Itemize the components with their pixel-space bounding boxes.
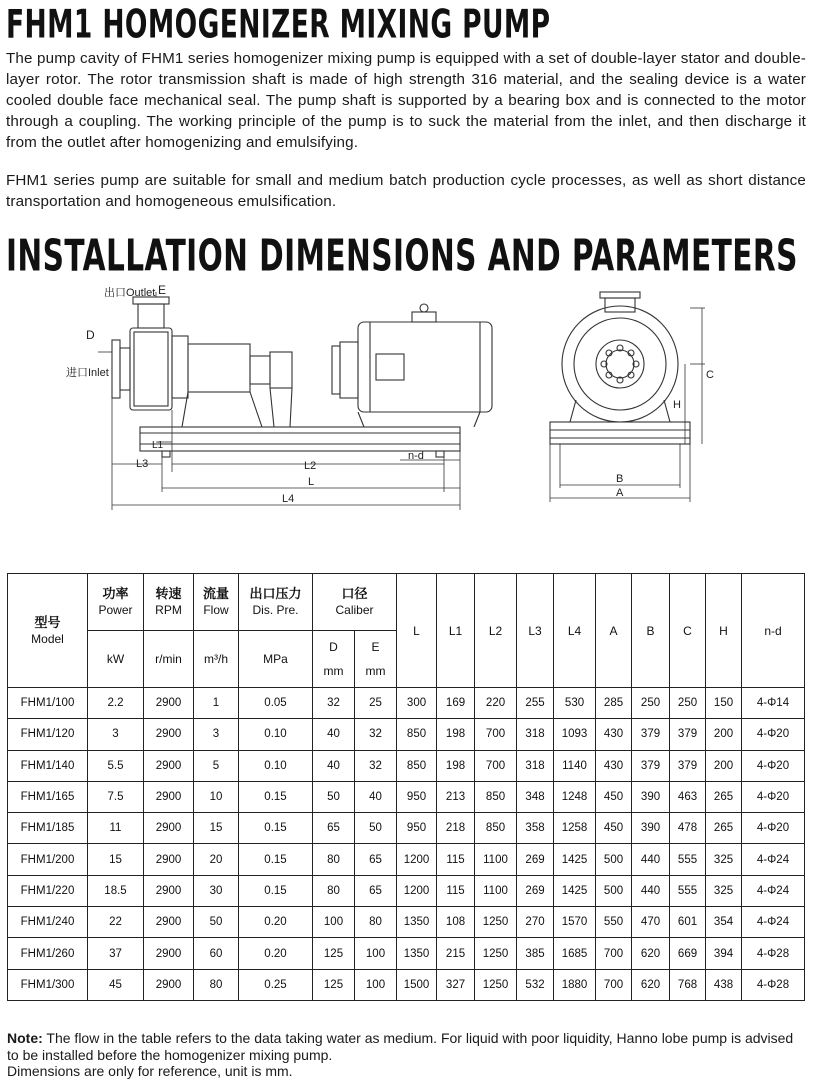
dim-c-label: C bbox=[706, 369, 714, 381]
table-cell: 850 bbox=[475, 813, 517, 844]
parameters-table bbox=[7, 573, 805, 1001]
table-cell: 0.20 bbox=[239, 907, 313, 938]
table-cell: 198 bbox=[437, 719, 475, 750]
table-cell: 218 bbox=[437, 813, 475, 844]
table-cell: 4-Φ20 bbox=[742, 813, 805, 844]
dim-l2-label: L2 bbox=[304, 460, 317, 472]
table-cell: 2900 bbox=[144, 781, 194, 812]
header-pressure-unit: MPa bbox=[239, 631, 313, 688]
dim-l4-label: L4 bbox=[282, 493, 295, 505]
table-cell: 5 bbox=[194, 750, 239, 781]
table-cell: 385 bbox=[517, 938, 554, 969]
table-cell: FHM1/185 bbox=[8, 813, 88, 844]
end-view-casing bbox=[562, 306, 678, 422]
outlet-e-label: E bbox=[158, 283, 167, 297]
table-cell: 0.15 bbox=[239, 844, 313, 875]
header-pressure: 出口压力 Dis. Pre. bbox=[239, 574, 313, 631]
header-l2: L2 bbox=[475, 574, 517, 688]
table-cell: 115 bbox=[437, 875, 475, 906]
table-cell: 379 bbox=[670, 750, 706, 781]
description-paragraph: The pump cavity of FHM1 series homogenizer mixing pump is equipped with a set of double-layer stator and double-layer rotor. The rotor transmission shaft is made of high strength 316 material, and the sealing device is a water cooled double face mechanical seal. The pump shaft is supported by a bearing box and is connected to the motor through a coupling. The working principle of the pump is to suck the material from the inlet, and then discharge it from the outlet after homogenizing and emulsifying. bbox=[6, 50, 806, 151]
table-cell: 215 bbox=[437, 938, 475, 969]
table-cell: 430 bbox=[596, 750, 632, 781]
table-cell: 198 bbox=[437, 750, 475, 781]
table-cell: 555 bbox=[670, 844, 706, 875]
table-cell: 325 bbox=[706, 875, 742, 906]
table-cell: 125 bbox=[313, 938, 355, 969]
table-cell: 65 bbox=[355, 875, 397, 906]
table-cell: 0.25 bbox=[239, 969, 313, 1000]
table-row bbox=[8, 938, 805, 969]
table-cell: 379 bbox=[670, 719, 706, 750]
table-cell: 327 bbox=[437, 969, 475, 1000]
header-l: L bbox=[397, 574, 437, 688]
table-cell: 37 bbox=[88, 938, 144, 969]
table-cell: 450 bbox=[596, 813, 632, 844]
table-cell: 379 bbox=[632, 750, 670, 781]
table-row bbox=[8, 907, 805, 938]
table-cell: 11 bbox=[88, 813, 144, 844]
table-cell: 4-Φ14 bbox=[742, 688, 805, 719]
header-l1: L1 bbox=[437, 574, 475, 688]
table-cell: 4-Φ20 bbox=[742, 781, 805, 812]
table-cell: 265 bbox=[706, 813, 742, 844]
table-cell: 2900 bbox=[144, 907, 194, 938]
table-cell: 850 bbox=[397, 719, 437, 750]
end-view-base bbox=[550, 422, 690, 444]
table-cell: 270 bbox=[517, 907, 554, 938]
table-cell: 108 bbox=[437, 907, 475, 938]
application-paragraph: FHM1 series pump are suitable for small and medium batch production cycle processes, as well as short distance transportation and homogeneous emulsification. bbox=[6, 172, 806, 210]
table-cell: 354 bbox=[706, 907, 742, 938]
table-cell: 1500 bbox=[397, 969, 437, 1000]
header-l3: L3 bbox=[517, 574, 554, 688]
table-cell: 2900 bbox=[144, 688, 194, 719]
table-cell: 80 bbox=[194, 969, 239, 1000]
table-cell: 1258 bbox=[554, 813, 596, 844]
table-cell: 1200 bbox=[397, 875, 437, 906]
table-cell: 15 bbox=[88, 844, 144, 875]
table-cell: 200 bbox=[706, 750, 742, 781]
table-cell: 620 bbox=[632, 938, 670, 969]
table-cell: 2900 bbox=[144, 719, 194, 750]
table-cell: 2900 bbox=[144, 813, 194, 844]
dim-a-label: A bbox=[616, 487, 624, 499]
table-cell: 150 bbox=[706, 688, 742, 719]
table-cell: 265 bbox=[706, 781, 742, 812]
table-cell: 669 bbox=[670, 938, 706, 969]
table-cell: 2900 bbox=[144, 750, 194, 781]
table-cell: FHM1/120 bbox=[8, 719, 88, 750]
table-cell: 1200 bbox=[397, 844, 437, 875]
table-cell: 269 bbox=[517, 875, 554, 906]
table-cell: 768 bbox=[670, 969, 706, 1000]
table-cell: 325 bbox=[706, 844, 742, 875]
table-cell: 390 bbox=[632, 813, 670, 844]
table-cell: 10 bbox=[194, 781, 239, 812]
inlet-label: 进口Inlet bbox=[66, 367, 109, 379]
table-cell: 22 bbox=[88, 907, 144, 938]
table-cell: 65 bbox=[313, 813, 355, 844]
pump-casing bbox=[130, 328, 172, 410]
header-flow-unit: m³/h bbox=[194, 631, 239, 688]
table-cell: 1570 bbox=[554, 907, 596, 938]
table-cell: 463 bbox=[670, 781, 706, 812]
note-line2: Dimensions are only for reference, unit is mm. bbox=[7, 1063, 293, 1079]
table-cell: 80 bbox=[313, 875, 355, 906]
table-cell: 4-Φ20 bbox=[742, 750, 805, 781]
table-cell: 60 bbox=[194, 938, 239, 969]
table-cell: FHM1/100 bbox=[8, 688, 88, 719]
table-cell: 1350 bbox=[397, 907, 437, 938]
table-cell: 250 bbox=[670, 688, 706, 719]
table-cell: FHM1/240 bbox=[8, 907, 88, 938]
table-cell: 438 bbox=[706, 969, 742, 1000]
table-cell: FHM1/220 bbox=[8, 875, 88, 906]
table-cell: 2900 bbox=[144, 969, 194, 1000]
outlet-pipe bbox=[138, 304, 164, 328]
table-cell: 1100 bbox=[475, 875, 517, 906]
header-flow: 流量 Flow bbox=[194, 574, 239, 631]
installation-drawing bbox=[40, 282, 780, 517]
table-cell: 40 bbox=[313, 719, 355, 750]
table-cell: 850 bbox=[397, 750, 437, 781]
table-cell: 15 bbox=[194, 813, 239, 844]
table-cell: 1880 bbox=[554, 969, 596, 1000]
table-cell: 4-Φ24 bbox=[742, 875, 805, 906]
inlet-diameter-label: D bbox=[86, 328, 95, 342]
header-power-unit: kW bbox=[88, 631, 144, 688]
table-cell: 0.15 bbox=[239, 781, 313, 812]
table-cell: 0.10 bbox=[239, 750, 313, 781]
table-cell: 950 bbox=[397, 781, 437, 812]
table-cell: 115 bbox=[437, 844, 475, 875]
table-body bbox=[8, 688, 805, 1001]
table-row bbox=[8, 969, 805, 1000]
table-cell: 1425 bbox=[554, 875, 596, 906]
table-cell: 358 bbox=[517, 813, 554, 844]
table-cell: 125 bbox=[313, 969, 355, 1000]
table-cell: 850 bbox=[475, 781, 517, 812]
header-caliber-d: D mm bbox=[313, 631, 355, 688]
header-caliber-e: E mm bbox=[355, 631, 397, 688]
table-cell: 4-Φ28 bbox=[742, 938, 805, 969]
header-caliber: 口径 Caliber bbox=[313, 574, 397, 631]
table-cell: FHM1/165 bbox=[8, 781, 88, 812]
table-cell: 1685 bbox=[554, 938, 596, 969]
table-cell: 4-Φ20 bbox=[742, 719, 805, 750]
table-cell: 0.15 bbox=[239, 813, 313, 844]
table-cell: 50 bbox=[355, 813, 397, 844]
table-cell: 1 bbox=[194, 688, 239, 719]
table-cell: FHM1/140 bbox=[8, 750, 88, 781]
table-cell: 2900 bbox=[144, 938, 194, 969]
table-cell: 450 bbox=[596, 781, 632, 812]
header-model: 型号 Model bbox=[8, 574, 88, 688]
table-cell: 169 bbox=[437, 688, 475, 719]
note-text: The flow in the table refers to the data taking water as medium. For liquid with poor liquidity, Hanno lobe pump is advised to be installed before the homogenizer mixing pump. bbox=[7, 1030, 794, 1063]
note-label: Note: bbox=[7, 1030, 43, 1046]
inlet-flange bbox=[112, 340, 120, 398]
table-cell: 318 bbox=[517, 750, 554, 781]
table-cell: 2900 bbox=[144, 875, 194, 906]
table-cell: 18.5 bbox=[88, 875, 144, 906]
table-row bbox=[8, 781, 805, 812]
section-title: INSTALLATION DIMENSIONS AND PARAMETERS bbox=[6, 230, 798, 281]
table-cell: FHM1/300 bbox=[8, 969, 88, 1000]
table-cell: 0.10 bbox=[239, 719, 313, 750]
table-cell: 1250 bbox=[475, 938, 517, 969]
dim-nd-label: n-d bbox=[408, 450, 424, 462]
table-cell: 300 bbox=[397, 688, 437, 719]
table-cell: 950 bbox=[397, 813, 437, 844]
table-cell: 50 bbox=[313, 781, 355, 812]
table-cell: 50 bbox=[194, 907, 239, 938]
table-cell: 20 bbox=[194, 844, 239, 875]
table-row bbox=[8, 813, 805, 844]
dim-b-label: B bbox=[616, 473, 624, 485]
header-h: H bbox=[706, 574, 742, 688]
table-cell: 700 bbox=[475, 719, 517, 750]
table-cell: 470 bbox=[632, 907, 670, 938]
outlet-label: 出口Outlet bbox=[104, 287, 156, 299]
table-cell: 2900 bbox=[144, 844, 194, 875]
table-cell: FHM1/200 bbox=[8, 844, 88, 875]
table-row bbox=[8, 688, 805, 719]
table-cell: 100 bbox=[355, 969, 397, 1000]
table-cell: 1140 bbox=[554, 750, 596, 781]
table-cell: 700 bbox=[596, 969, 632, 1000]
table-cell: 40 bbox=[355, 781, 397, 812]
table-cell: 555 bbox=[670, 875, 706, 906]
table-cell: 700 bbox=[475, 750, 517, 781]
table-cell: 30 bbox=[194, 875, 239, 906]
table-cell: 1248 bbox=[554, 781, 596, 812]
table-cell: 7.5 bbox=[88, 781, 144, 812]
bearing-box bbox=[188, 344, 250, 392]
table-cell: 4-Φ24 bbox=[742, 844, 805, 875]
dim-h-label: H bbox=[673, 399, 681, 411]
table-cell: 440 bbox=[632, 844, 670, 875]
table-cell: 100 bbox=[355, 938, 397, 969]
table-cell: 100 bbox=[313, 907, 355, 938]
motor bbox=[358, 322, 492, 412]
table-cell: 478 bbox=[670, 813, 706, 844]
table-row bbox=[8, 844, 805, 875]
table-cell: 0.05 bbox=[239, 688, 313, 719]
table-cell: 65 bbox=[355, 844, 397, 875]
table-cell: 80 bbox=[355, 907, 397, 938]
table-row bbox=[8, 875, 805, 906]
table-cell: 32 bbox=[355, 750, 397, 781]
table-cell: 220 bbox=[475, 688, 517, 719]
table-cell: 0.15 bbox=[239, 875, 313, 906]
dim-l1-label: L1 bbox=[152, 440, 164, 451]
note bbox=[7, 1030, 805, 1080]
table-cell: 700 bbox=[596, 938, 632, 969]
table-cell: 379 bbox=[632, 719, 670, 750]
page-title: FHM1 HOMOGENIZER MIXING PUMP bbox=[6, 2, 551, 48]
table-cell: 4-Φ24 bbox=[742, 907, 805, 938]
table-cell: 2.2 bbox=[88, 688, 144, 719]
table-cell: 1250 bbox=[475, 907, 517, 938]
base-frame bbox=[140, 427, 460, 451]
table-row bbox=[8, 719, 805, 750]
table-cell: 394 bbox=[706, 938, 742, 969]
table-cell: 601 bbox=[670, 907, 706, 938]
table-cell: 5.5 bbox=[88, 750, 144, 781]
header-power: 功率 Power bbox=[88, 574, 144, 631]
header-rpm: 转速 RPM bbox=[144, 574, 194, 631]
header-nd: n-d bbox=[742, 574, 805, 688]
table-cell: 532 bbox=[517, 969, 554, 1000]
header-rpm-unit: r/min bbox=[144, 631, 194, 688]
table-cell: 1425 bbox=[554, 844, 596, 875]
table-cell: 40 bbox=[313, 750, 355, 781]
table-cell: 550 bbox=[596, 907, 632, 938]
header-c: C bbox=[670, 574, 706, 688]
table-cell: 80 bbox=[313, 844, 355, 875]
table-cell: 200 bbox=[706, 719, 742, 750]
table-cell: 4-Φ28 bbox=[742, 969, 805, 1000]
table-cell: 390 bbox=[632, 781, 670, 812]
table-cell: 32 bbox=[313, 688, 355, 719]
dim-l-label: L bbox=[308, 476, 315, 488]
table-cell: 500 bbox=[596, 844, 632, 875]
table-cell: 1250 bbox=[475, 969, 517, 1000]
table-cell: 250 bbox=[632, 688, 670, 719]
table-cell: 500 bbox=[596, 875, 632, 906]
table-cell: 1350 bbox=[397, 938, 437, 969]
table-row bbox=[8, 750, 805, 781]
table-cell: 285 bbox=[596, 688, 632, 719]
table-cell: 0.20 bbox=[239, 938, 313, 969]
table-cell: 45 bbox=[88, 969, 144, 1000]
header-a: A bbox=[596, 574, 632, 688]
table-cell: 269 bbox=[517, 844, 554, 875]
table-cell: 430 bbox=[596, 719, 632, 750]
table-cell: 530 bbox=[554, 688, 596, 719]
table-cell: 1100 bbox=[475, 844, 517, 875]
dim-l3-label: L3 bbox=[136, 458, 149, 470]
header-l4: L4 bbox=[554, 574, 596, 688]
header-b: B bbox=[632, 574, 670, 688]
table-cell: FHM1/260 bbox=[8, 938, 88, 969]
table-cell: 3 bbox=[88, 719, 144, 750]
table-cell: 32 bbox=[355, 719, 397, 750]
table-cell: 1093 bbox=[554, 719, 596, 750]
table-cell: 620 bbox=[632, 969, 670, 1000]
table-cell: 440 bbox=[632, 875, 670, 906]
table-cell: 25 bbox=[355, 688, 397, 719]
table-cell: 348 bbox=[517, 781, 554, 812]
table-cell: 318 bbox=[517, 719, 554, 750]
table-cell: 255 bbox=[517, 688, 554, 719]
table-cell: 213 bbox=[437, 781, 475, 812]
table-cell: 3 bbox=[194, 719, 239, 750]
